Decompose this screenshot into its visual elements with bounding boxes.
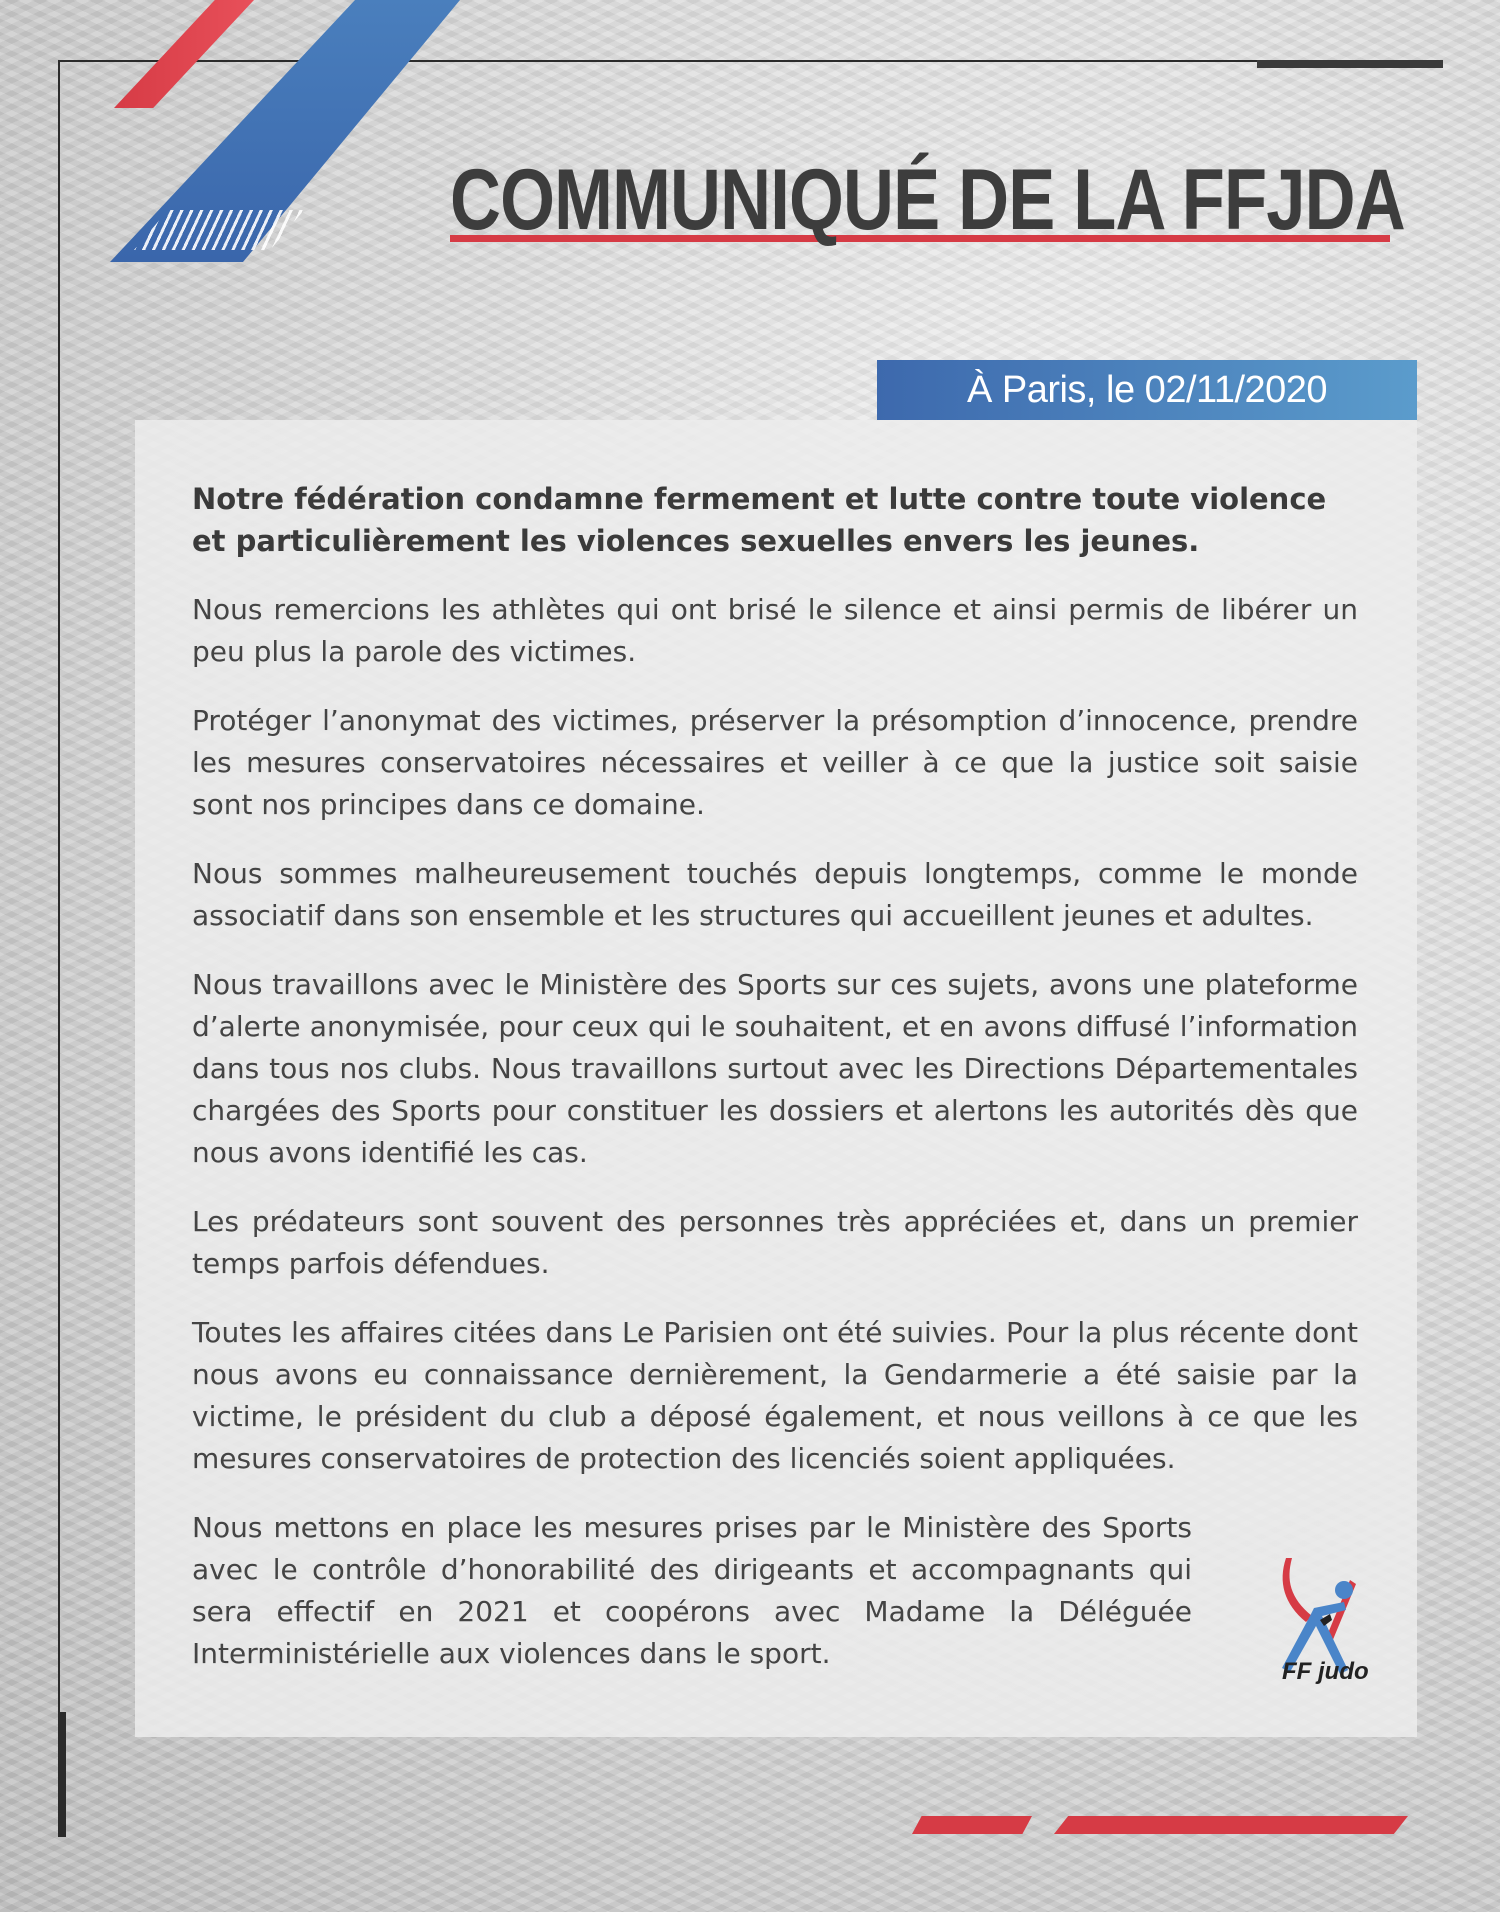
- frame-corner-accent: [1257, 60, 1443, 68]
- frame-left-accent: [58, 1712, 66, 1837]
- paragraph: Nous travaillons avec le Ministère des Sports sur ces sujets, avons une plateforme d’alerte anonymisée, pour ceux qui le souhaitent, et en avons diffusé l’information dans tous nos clubs. Nous travaillons surtout avec les Directions Départementales chargées des Sports pour constituer les dossiers et alertons les autorités dès que nous avons identifié les cas.: [192, 968, 1358, 1169]
- content-panel: [135, 420, 1417, 1737]
- date-banner: À Paris, le 02/11/2020: [877, 360, 1417, 420]
- title-container: [450, 150, 1450, 250]
- paragraph: Nous sommes malheureusement touchés depuis longtemps, comme le monde associatif dans son ensemble et les structures qui accueillent jeunes et adultes.: [192, 857, 1358, 932]
- paragraph: Nous remercions les athlètes qui ont brisé le silence et ainsi permis de libérer un peu plus la parole des victimes.: [192, 593, 1358, 668]
- paragraph: Les prédateurs sont souvent des personnes très appréciées et, dans un premier temps parfois défendues.: [192, 1205, 1358, 1280]
- frame-left-line: [58, 60, 60, 1835]
- page-title: COMMUNIQUÉ DE LA FFJDA: [450, 152, 1405, 248]
- bottom-red-stripe: [1054, 1816, 1408, 1834]
- lead-statement: Notre fédération condamne fermement et lutte contre toute violence et particulièrement les violences sexuelles envers les jeunes.: [192, 482, 1327, 558]
- paragraph: Protéger l’anonymat des victimes, préserver la présomption d’innocence, prendre les mesures conservatoires nécessaires et veiller à ce que la justice soit saisie sont nos principes dans ce domaine.: [192, 704, 1358, 821]
- bottom-red-stripe: [912, 1816, 1032, 1834]
- paragraph: Toutes les affaires citées dans Le Parisien ont été suivies. Pour la plus récente dont nous avons eu connaissance dernièrement, la Gendarmerie a été saisie par la victime, le président du club a déposé également, et nous veillons à ce que les mesures conservatoires de protection des licenciés soient appliquées.: [192, 1316, 1358, 1475]
- paragraph: Nous mettons en place les mesures prises par le Ministère des Sports avec le contrôle d’honorabilité des dirigeants et accompagnants qui sera effectif en 2021 et coopérons avec Madame la Déléguée Interministérielle aux violences dans le sport.: [192, 1511, 1192, 1670]
- red-diagonal-stripe: [114, 0, 254, 108]
- statement-body: [192, 478, 1358, 1702]
- frame-top-line: [58, 60, 1443, 62]
- logo-text: FF judo: [1282, 1658, 1369, 1685]
